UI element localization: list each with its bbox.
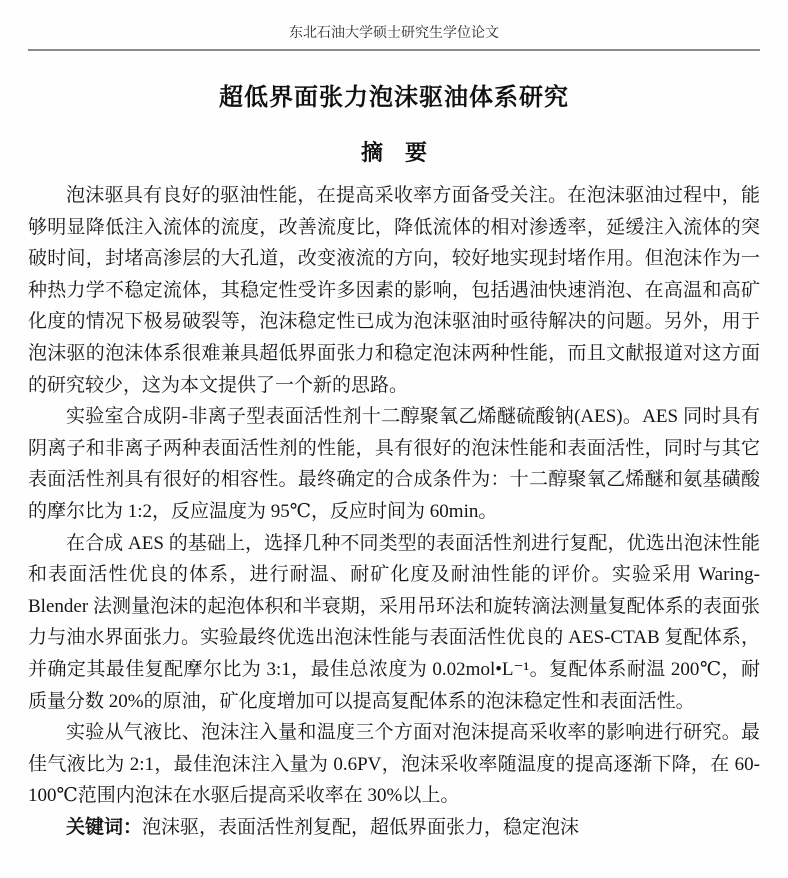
keywords-line	[28, 812, 760, 844]
abstract-paragraph-3: 在合成 AES 的基础上，选择几种不同类型的表面活性剂进行复配，优选出泡沫性能和表面活性优良的体系，进行耐温、耐矿化度及耐油性能的评价。实验采用 Waring-Blender 法测量泡沫的起泡体积和半衰期，采用吊环法和旋转滴法测量复配体系的表面张力与油水界面张力。实验最终优选出泡沫性能与表面活性优良的 AES-CTAB 复配体系，并确定其最佳复配摩尔比为 3:1，最佳总浓度为 0.02mol•L⁻¹。复配体系耐温 200℃，耐质量分数 20%的原油，矿化度增加可以提高复配体系的泡沫稳定性和表面活性。	[28, 532, 760, 712]
abstract-paragraph-1: 泡沫驱具有良好的驱油性能，在提高采收率方面备受关注。在泡沫驱油过程中，能够明显降低注入流体的流度，改善流度比，降低流体的相对渗透率，延缓注入流体的突破时间，封堵高渗层的大孔道，改变液流的方向，较好地实现封堵作用。但泡沫作为一种热力学不稳定流体，其稳定性受许多因素的影响，包括遇油快速消泡、在高温和高矿化度的情况下极易破裂等，泡沫稳定性已成为泡沫驱油时亟待解决的问题。另外，用于泡沫驱的泡沫体系很难兼具超低界面张力和稳定泡沫两种性能，而且文献报道对这方面的研究较少，这为本文提供了一个新的思路。	[28, 185, 760, 396]
keywords-text: 泡沫驱，表面活性剂复配，超低界面张力，稳定泡沫	[142, 816, 580, 838]
abstract-paragraph-2: 实验室合成阴-非离子型表面活性剂十二醇聚氧乙烯醚硫酸钠(AES)。AES 同时具有阴离子和非离子两种表面活性剂的性能，具有很好的泡沫性能和表面活性，同时与其它表面活性剂具有很好的相容性。最终确定的合成条件为：十二醇聚氧乙烯醚和氨基磺酸的摩尔比为 1:2，反应温度为 95℃，反应时间为 60min。	[28, 406, 760, 522]
abstract-heading: 摘 要	[360, 140, 427, 165]
header-divider	[28, 49, 760, 51]
abstract-body	[28, 180, 760, 843]
thesis-title: 超低界面张力泡沫驱油体系研究	[219, 84, 569, 111]
keywords-label: 关键词：	[66, 816, 143, 838]
abstract-paragraph-4: 实验从气液比、泡沫注入量和温度三个方面对泡沫提高采收率的影响进行研究。最佳气液比为 2:1，最佳泡沫注入量为 0.6PV，泡沫采收率随温度的提高逐渐下降，在 60-100℃范围内泡沫在水驱后提高采收率在 30%以上。	[28, 722, 760, 807]
running-header	[28, 24, 760, 44]
running-header-text: 东北石油大学硕士研究生学位论文	[289, 26, 499, 41]
